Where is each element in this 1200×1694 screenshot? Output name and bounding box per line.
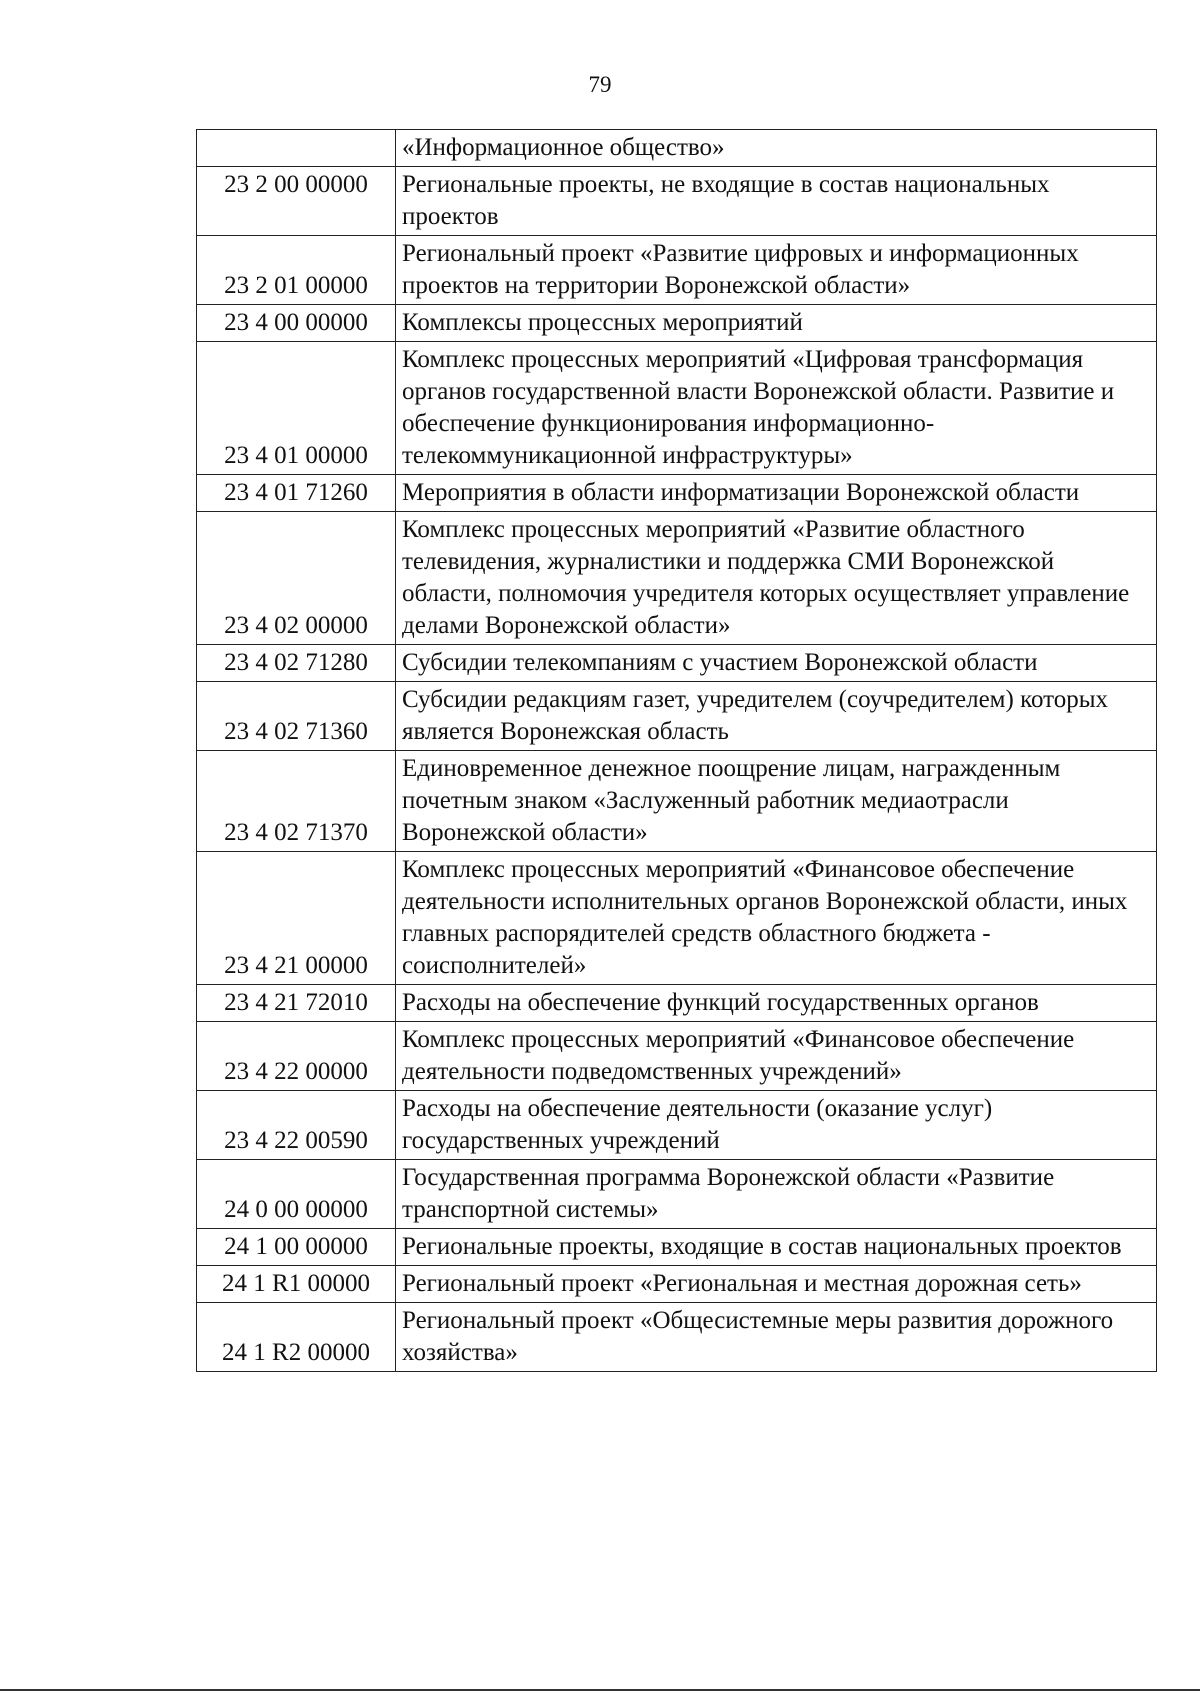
table-row xyxy=(197,1022,1157,1091)
table-row xyxy=(197,682,1157,751)
row-code: 24 1 R2 00000 xyxy=(197,1303,396,1372)
row-code: 23 4 02 71360 xyxy=(197,682,396,751)
row-name: Комплекс процессных мероприятий «Финансовое обеспечение деятельности подведомственных учреждений» xyxy=(396,1022,1157,1091)
row-name: «Информационное общество» xyxy=(396,130,1157,167)
row-code: 23 4 01 00000 xyxy=(197,342,396,475)
row-code: 23 4 02 71370 xyxy=(197,751,396,852)
table-row xyxy=(197,305,1157,342)
page-number: 79 xyxy=(588,72,612,97)
row-code: 23 4 22 00000 xyxy=(197,1022,396,1091)
row-name: Государственная программа Воронежской области «Развитие транспортной системы» xyxy=(396,1160,1157,1229)
table-row xyxy=(197,1160,1157,1229)
budget-classification-table xyxy=(196,129,1157,1372)
row-name: Комплекс процессных мероприятий «Цифровая трансформация органов государственной власти Воронежской области. Развитие и обеспечение функционирования информационно-телекоммуникационной инфраструктуры» xyxy=(396,342,1157,475)
row-code: 23 4 22 00590 xyxy=(197,1091,396,1160)
row-name: Региональные проекты, входящие в состав национальных проектов xyxy=(396,1229,1157,1266)
row-name: Единовременное денежное поощрение лицам, награжденным почетным знаком «Заслуженный работник медиаотрасли Воронежской области» xyxy=(396,751,1157,852)
row-code: 23 4 00 00000 xyxy=(197,305,396,342)
table-row xyxy=(197,236,1157,305)
row-code xyxy=(197,130,396,167)
table-row xyxy=(197,342,1157,475)
row-name: Комплексы процессных мероприятий xyxy=(396,305,1157,342)
table-row xyxy=(197,130,1157,167)
row-code: 24 1 R1 00000 xyxy=(197,1266,396,1303)
row-name: Расходы на обеспечение деятельности (оказание услуг) государственных учреждений xyxy=(396,1091,1157,1160)
row-name: Субсидии телекомпаниям с участием Воронежской области xyxy=(396,645,1157,682)
table-row xyxy=(197,645,1157,682)
table-row xyxy=(197,985,1157,1022)
row-code: 24 0 00 00000 xyxy=(197,1160,396,1229)
row-name: Расходы на обеспечение функций государственных органов xyxy=(396,985,1157,1022)
row-code: 23 4 21 00000 xyxy=(197,852,396,985)
row-code: 23 4 02 00000 xyxy=(197,512,396,645)
row-name: Региональный проект «Региональная и местная дорожная сеть» xyxy=(396,1266,1157,1303)
row-code: 23 4 21 72010 xyxy=(197,985,396,1022)
bottom-divider xyxy=(0,1689,1200,1691)
table-row xyxy=(197,1266,1157,1303)
table-row xyxy=(197,1091,1157,1160)
row-name: Мероприятия в области информатизации Воронежской области xyxy=(396,475,1157,512)
table-row xyxy=(197,512,1157,645)
row-name: Субсидии редакциям газет, учредителем (соучредителем) которых является Воронежская область xyxy=(396,682,1157,751)
row-code: 23 4 02 71280 xyxy=(197,645,396,682)
table-row xyxy=(197,751,1157,852)
row-name: Региональные проекты, не входящие в состав национальных проектов xyxy=(396,167,1157,236)
table-row xyxy=(197,1229,1157,1266)
row-name: Региональный проект «Общесистемные меры развития дорожного хозяйства» xyxy=(396,1303,1157,1372)
row-code: 23 4 01 71260 xyxy=(197,475,396,512)
table-row xyxy=(197,167,1157,236)
table-row xyxy=(197,852,1157,985)
row-name: Комплекс процессных мероприятий «Развитие областного телевидения, журналистики и поддержка СМИ Воронежской области, полномочия учредителя которых осуществляет управление делами Воронежской области» xyxy=(396,512,1157,645)
table-row xyxy=(197,475,1157,512)
row-code: 23 2 01 00000 xyxy=(197,236,396,305)
row-name: Комплекс процессных мероприятий «Финансовое обеспечение деятельности исполнительных органов Воронежской области, иных главных распорядителей средств областного бюджета - соисполнителей» xyxy=(396,852,1157,985)
row-code: 23 2 00 00000 xyxy=(197,167,396,236)
row-name: Региональный проект «Развитие цифровых и информационных проектов на территории Воронежской области» xyxy=(396,236,1157,305)
table-row xyxy=(197,1303,1157,1372)
row-code: 24 1 00 00000 xyxy=(197,1229,396,1266)
